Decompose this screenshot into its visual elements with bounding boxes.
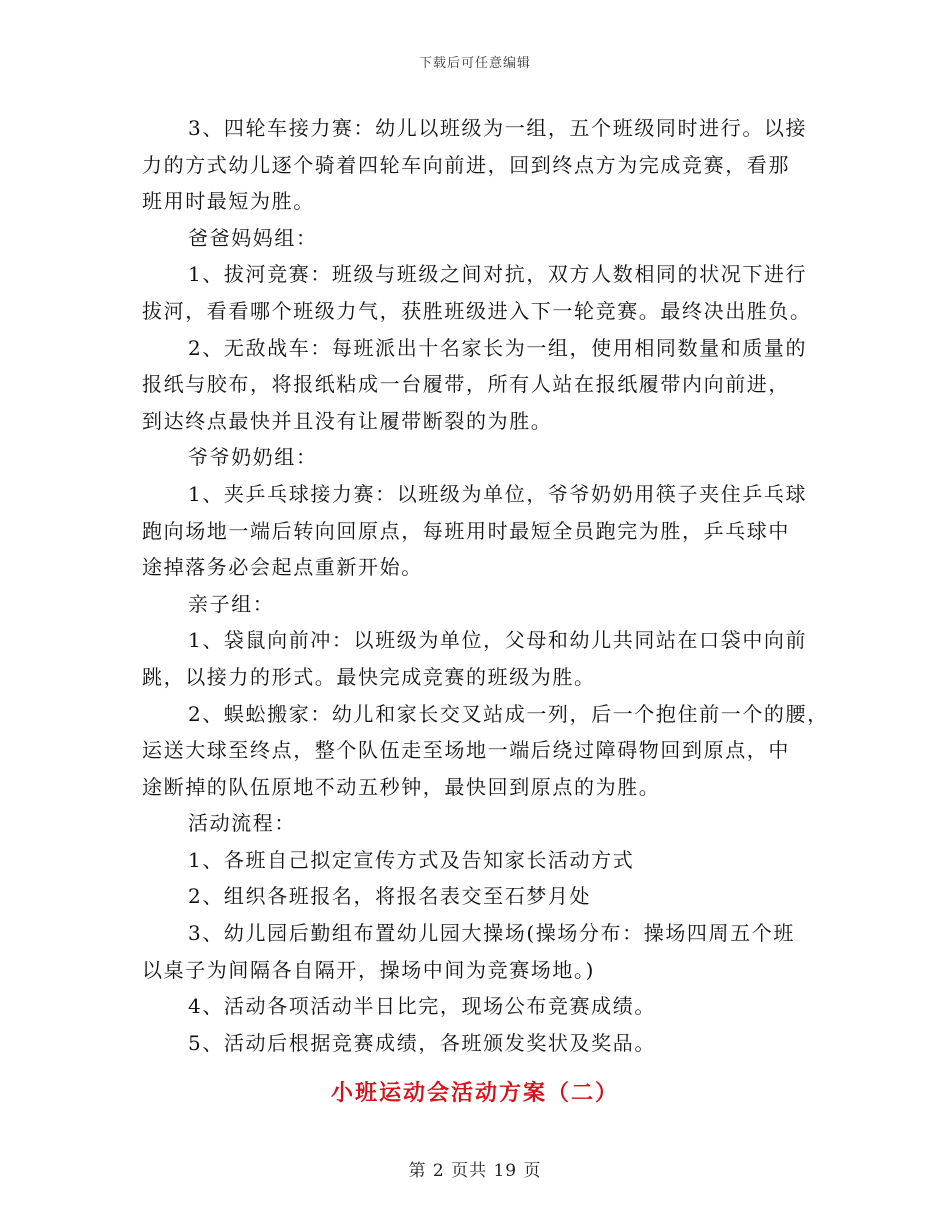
text-line: 到达终点最快并且没有让履带断裂的为胜。 [142,408,553,433]
text-line: 跑向场地一端后转向回原点，每班用时最短全员跑完为胜，乒乓球中 [142,518,790,543]
page-footer: 第 2 页共 19 页 [408,1161,542,1181]
text-line: 报纸与胶布，将报纸粘成一台履带，所有人站在报纸履带内向前进， [142,372,790,397]
text-line: 途断掉的队伍原地不动五秒钟，最快回到原点的为胜。 [142,774,661,799]
text-line: 爷爷奶奶组： [188,445,318,470]
text-line: 拔河，看看哪个班级力气，获胜班级进入下一轮竞赛。最终决出胜负。 [142,298,812,323]
text-line: 3、幼儿园后勤组布置幼儿园大操场(操场分布：操场四周五个班 [188,921,795,946]
text-line: 2、组织各班报名，将报名表交至石梦月处 [188,884,592,909]
text-line: 跳，以接力的形式。最快完成竞赛的班级为胜。 [142,664,596,689]
section-title: 小班运动会活动方案（二） [330,1081,619,1106]
text-line: 亲子组： [188,591,275,616]
text-line: 力的方式幼儿逐个骑着四轮车向前进，回到终点方为完成竞赛，看那 [142,152,790,177]
text-line: 途掉落务必会起点重新开始。 [142,555,423,580]
text-line: 1、袋鼠向前冲：以班级为单位，父母和幼儿共同站在口袋中向前 [188,628,808,653]
text-line: 5、活动后根据竞赛成绩，各班颁发奖状及奖品。 [188,1030,656,1055]
text-line: 2、无敌战车：每班派出十名家长为一组，使用相同数量和质量的 [188,335,808,360]
text-line: 3、四轮车接力赛：幼儿以班级为一组，五个班级同时进行。以接 [188,116,808,140]
page-header: 下载后可任意编辑 [418,56,531,71]
text-line: 爸爸妈妈组： [188,225,318,250]
text-line: 1、夹乒乓球接力赛：以班级为单位，爷爷奶奶用筷子夹住乒乓球 [188,481,808,506]
text-line: 活动流程： [188,811,296,836]
text-line: 1、拔河竞赛：班级与班级之间对抗，双方人数相同的状况下进行 [188,262,808,287]
text-line: 4、活动各项活动半日比完，现场公布竞赛成绩。 [188,994,656,1019]
text-line: 班用时最短为胜。 [142,189,315,214]
text-line: 以桌子为间隔各自隔开，操场中间为竞赛场地。) [142,957,596,982]
document-body [142,110,832,1061]
text-line: 运送大球至终点，整个队伍走至场地一端后绕过障碍物回到原点，中 [142,738,790,763]
text-line: 2、蜈蚣搬家：幼儿和家长交叉站成一列，后一个抱住前一个的腰， [188,701,829,726]
text-line: 1、各班自己拟定宣传方式及告知家长活动方式 [188,847,635,872]
